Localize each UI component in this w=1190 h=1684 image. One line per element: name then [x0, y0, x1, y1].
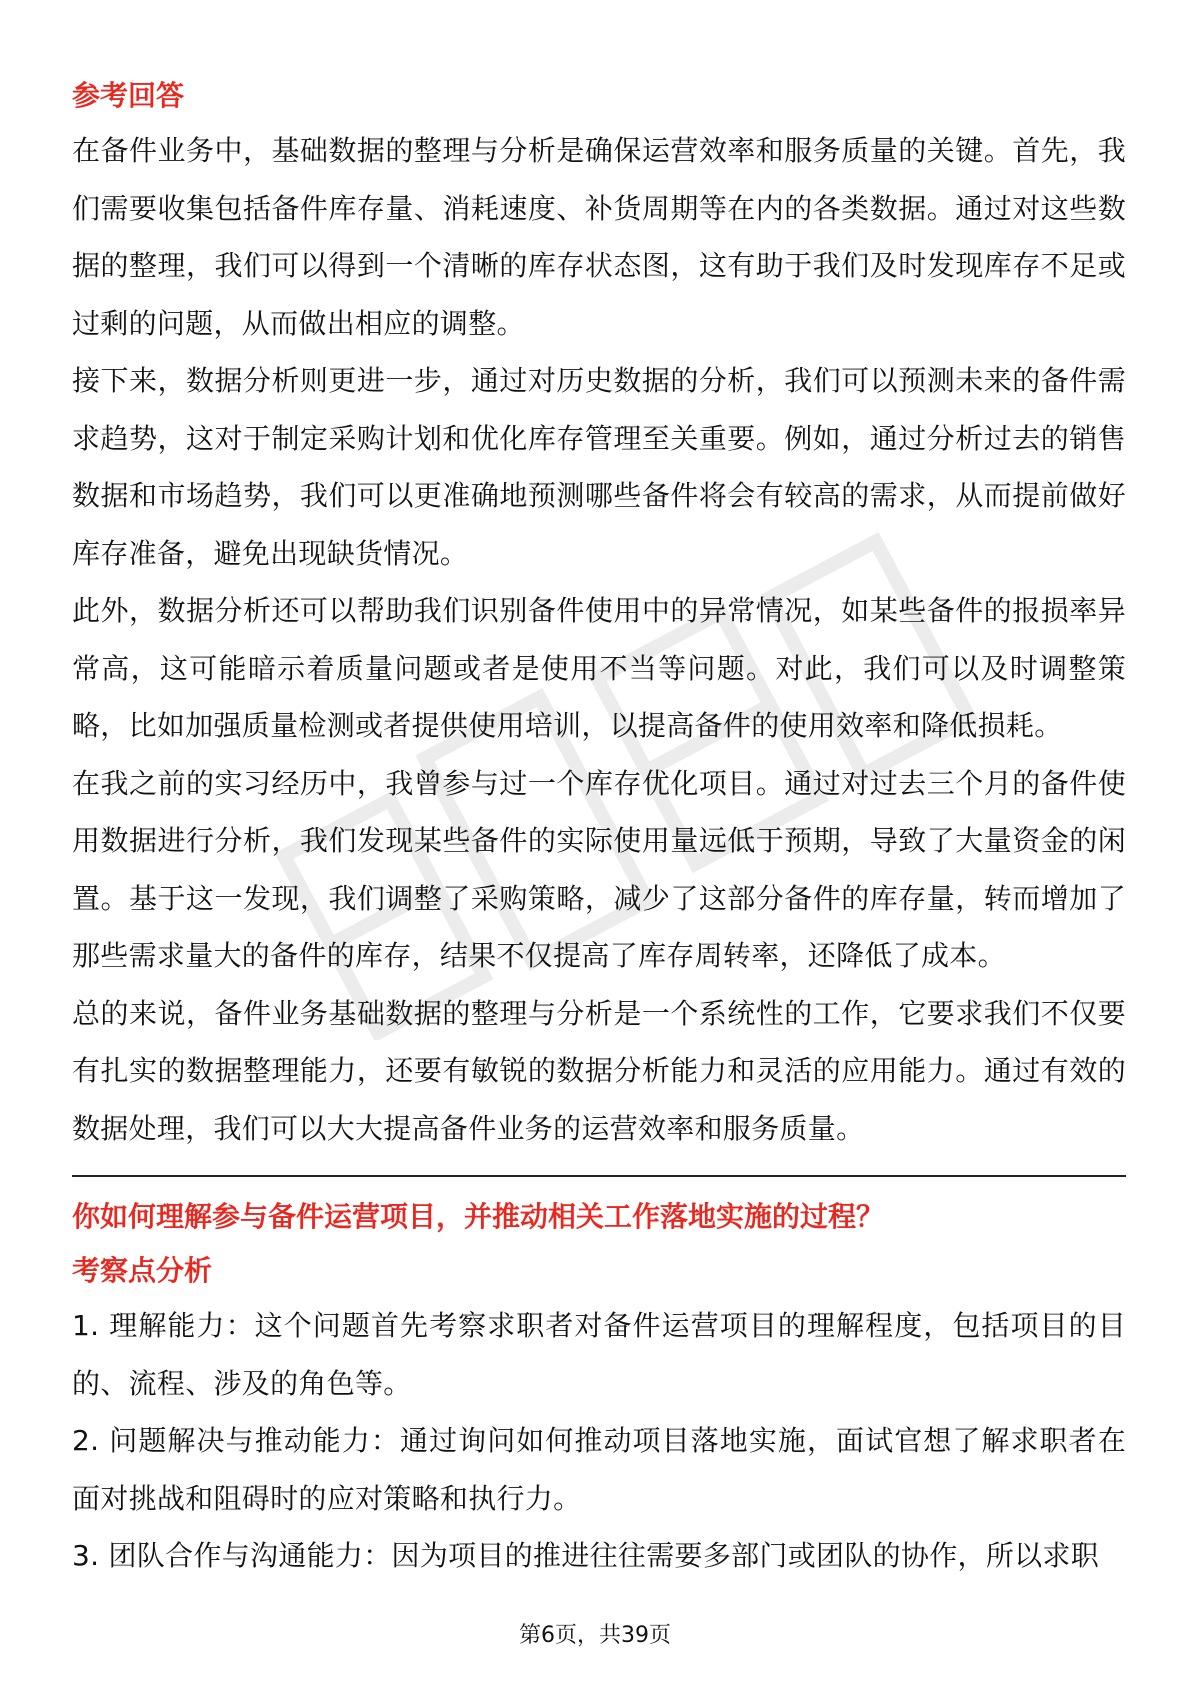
- answer-paragraph: 此外，数据分析还可以帮助我们识别备件使用中的异常情况，如某些备件的报损率异常高，这可能暗示着质量问题或者是使用不当等问题。对此，我们可以及时调整策略，比如加强质量检测或者提供使用培训，以提高备件的使用效率和降低损耗。: [72, 594, 1126, 742]
- question-title: 你如何理解参与备件运营项目，并推动相关工作落地实施的过程？: [72, 1200, 885, 1233]
- analysis-point: 2. 问题解决与推动能力：通过询问如何推动项目落地实施，面试官想了解求职者在面对挑战和阻碍时的应对策略和执行力。: [72, 1424, 1126, 1515]
- section-divider: [72, 1175, 1126, 1177]
- analysis-heading: 考察点分析: [72, 1254, 213, 1287]
- answer-paragraph: 接下来，数据分析则更进一步，通过对历史数据的分析，我们可以预测未来的备件需求趋势，这对于制定采购计划和优化库存管理至关重要。例如，通过分析过去的销售数据和市场趋势，我们可以更准确地预测哪些备件将会有较高的需求，从而提前做好库存准备，避免出现缺货情况。: [72, 364, 1126, 570]
- answer-paragraph: 总的来说，备件业务基础数据的整理与分析是一个系统性的工作，它要求我们不仅要有扎实的数据整理能力，还要有敏锐的数据分析能力和灵活的应用能力。通过有效的数据处理，我们可以大大提高备件业务的运营效率和服务质量。: [72, 996, 1126, 1145]
- page-number: 第6页，共39页: [519, 1623, 671, 1648]
- answer-paragraph: 在备件业务中，基础数据的整理与分析是确保运营效率和服务质量的关键。首先，我们需要收集包括备件库存量、消耗速度、补货周期等在内的各类数据。通过对这些数据的整理，我们可以得到一个清晰的库存状态图，这有助于我们及时发现库存不足或过剩的问题，从而做出相应的调整。: [72, 134, 1126, 340]
- answer-heading: 参考回答: [72, 79, 185, 112]
- analysis-point: 1. 理解能力：这个问题首先考察求职者对备件运营项目的理解程度，包括项目的目的、流程、涉及的角色等。: [72, 1309, 1126, 1400]
- answer-paragraph: 在我之前的实习经历中，我曾参与过一个库存优化项目。通过对过去三个月的备件使用数据进行分析，我们发现某些备件的实际使用量远低于预期，导致了大量资金的闲置。基于这一发现，我们调整了采购策略，减少了这部分备件的库存量，转而增加了那些需求量大的备件的库存，结果不仅提高了库存周转率，还降低了成本。: [72, 766, 1126, 972]
- analysis-point: 3. 团队合作与沟通能力：因为项目的推进往往需要多部门或团队的协作，所以求职: [72, 1539, 1100, 1572]
- document-page: [72, 70, 1126, 1585]
